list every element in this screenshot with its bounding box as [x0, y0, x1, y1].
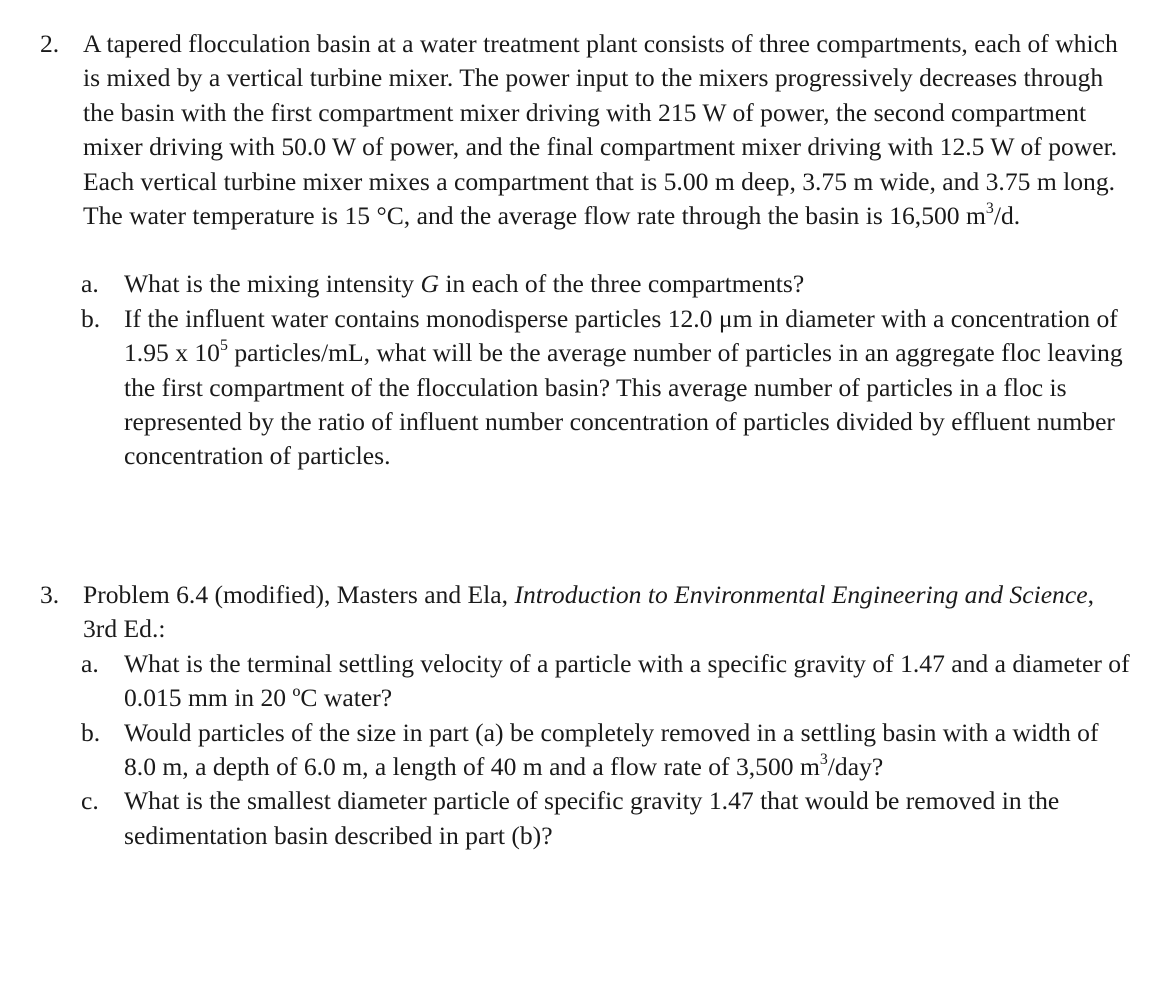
superscript: 3 — [985, 199, 994, 217]
subquestion-text: What is the smallest diameter particle of specific gravity 1.47 that would be removed in the sedimentation basin described in part (b)? — [124, 786, 1060, 850]
subquestion-list — [40, 267, 1130, 473]
subquestion-letter: a. — [81, 648, 99, 678]
superscript: 5 — [219, 336, 228, 354]
subquestion-letter: c. — [81, 786, 99, 816]
subquestion-a — [40, 647, 1130, 716]
statement-text: A tapered flocculation basin at a water treatment plant consists of three compartments, each of which is mixed by a vertical turbine mixer. The power input to the mixers progressively decreases through the basin with the first compartment mixer driving with 215 W of power, the second compartment mixer driving with 50.0 W of power, and the final compartment mixer driving with 12.5 W of power. Each vertical turbine mixer mixes a compartment that is 5.00 m deep, 3.75 m wide, and 3.75 m long. The water temperature is 15 °C, and the average flow rate through the basin is 16,500 m — [83, 29, 1118, 231]
subquestion-text-end: in each of the three compartments? — [438, 269, 805, 299]
subquestion-b — [40, 716, 1130, 785]
subquestion-text: What is the terminal settling velocity of a particle with a specific gravity of 1.47 and a diameter of 0.015 mm in 20 ºC water? — [124, 648, 1130, 713]
problem-statement — [83, 27, 1130, 233]
variable: G — [420, 269, 439, 299]
problem-number: 3. — [40, 580, 60, 609]
subquestion-c — [40, 784, 1130, 853]
subquestion-b — [40, 302, 1130, 474]
subquestion-text: If the influent water contains monodisperse particles 12.0 μm in diameter with a concentration of 1.95 x 10 — [124, 303, 1118, 368]
superscript: 3 — [819, 750, 828, 768]
statement-text: Problem 6.4 (modified), Masters and Ela, — [83, 580, 515, 609]
subquestion-letter: a. — [81, 269, 99, 299]
subquestion-text: Would particles of the size in part (a) be completely removed in a settling basin with a width of 8.0 m, a depth of 6.0 m, a length of 40 m and a flow rate of 3,500 m — [124, 717, 1099, 782]
statement-text-end: /d. — [993, 201, 1021, 231]
subquestion-text-end: /day? — [827, 752, 884, 782]
problem-3 — [40, 578, 1130, 853]
subquestion-text-end: particles/mL, what will be the average number of particles in an aggregate floc leaving the first compartment of the flocculation basin? This average number of particles in a floc is represented by the ratio of influent number concentration of particles divided by effluent number concentration of particles. — [124, 338, 1123, 471]
problem-2 — [40, 27, 1130, 474]
problem-number: 2. — [40, 29, 60, 58]
statement-text-end: , 3rd Ed.: — [83, 580, 1094, 644]
subquestion-list — [40, 647, 1130, 853]
book-title: Introduction to Environmental Engineering and Science — [514, 580, 1088, 609]
subquestion-a — [40, 267, 1130, 301]
subquestion-text: What is the mixing intensity — [124, 269, 421, 299]
subquestion-letter: b. — [81, 717, 101, 747]
subquestion-letter: b. — [81, 303, 101, 333]
problem-statement — [83, 578, 1130, 647]
